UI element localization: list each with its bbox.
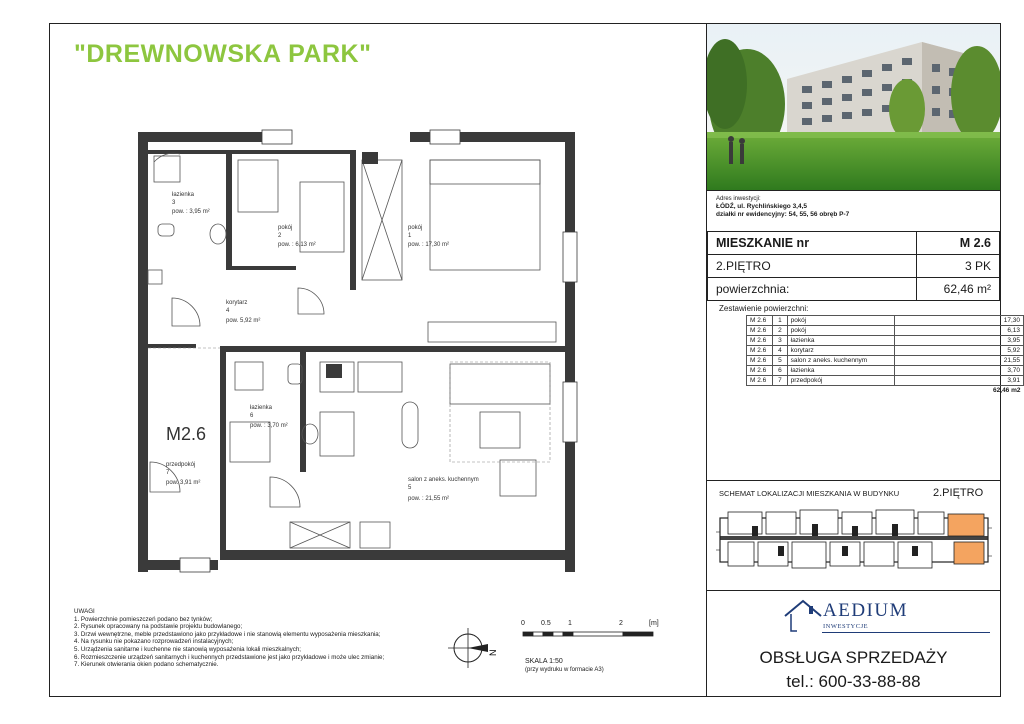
area-cell-value: 6,13 [895,326,1024,336]
area-cell-id: M 2.6 [747,366,773,376]
plan-room-area: pow. : 6,13 m² [278,242,316,248]
location-floor: 2.PIĘTRO [933,487,984,499]
note-item: 6. Rozmieszczenie urządzeń sanitarnych i kuchennych przedstawione jest jako przykładowe i może ulec zmianie; [74,653,385,661]
project-title: "DREWNOWSKA PARK" [74,40,372,68]
area-cell-no: 4 [773,346,787,356]
compass-icon [446,626,502,679]
area-cell-name: łazienka [787,336,895,346]
area-cell-id: M 2.6 [747,326,773,336]
plan-room-area: pow. : 21,55 m² [408,496,450,502]
area-cell-id: M 2.6 [747,316,773,326]
plan-room-area: pow. : 17,30 m² [408,242,450,248]
area-cell-no: 1 [773,316,787,326]
section-divider [707,480,1000,481]
area-cell-value: 3,91 [895,376,1024,386]
scale-sub: (przy wydruku w formacie A3) [525,667,604,673]
area-row [747,376,1024,386]
area-total: 62,46 m2 [993,387,1021,394]
plan-room-name: łazienka [250,405,273,411]
apartment-rooms: 3 PK [917,255,1000,278]
plan-room-area: pow. 3,91 m² [166,480,201,486]
note-item: 1. Powierzchnie pomieszczeń podano bez tynków; [74,615,213,623]
area-row [747,336,1024,346]
brand-sub: INWESTYCJE [823,623,869,630]
apartment-area-value: 62,46 m² [917,278,1000,301]
plan-room-name: łazienka [172,192,195,198]
note-item: 7. Kierunek otwierania okien podano schematycznie. [74,661,219,669]
note-item: 2. Rysunek opracowany na podstawie projektu budowlanego; [74,623,243,631]
plan-room-area: pow. : 3,70 m² [250,423,288,429]
sales-phone: tel.: 600-33-88-88 [786,672,921,691]
address-street: ŁÓDŹ, ul. Rychlińskiego 3,4,5 [716,203,808,210]
area-row [747,366,1024,376]
apartment-label: MIESZKANIE nr [708,232,917,255]
note-item: 5. Urządzenia sanitarne i kuchenne nie stanowią wyposażenia lokali mieszkalnych; [74,645,301,653]
brand-name: AEDIUM [823,600,908,621]
area-summary-table [746,315,1024,395]
compass-north-label: N [488,649,498,656]
area-cell-id: M 2.6 [747,356,773,366]
address-caption: Adres inwestycji: [716,196,761,202]
scale-tick-1: 0.5 [541,620,551,627]
area-row [747,346,1024,356]
area-row [747,356,1024,366]
notes-block [74,608,384,669]
apartment-area-label: powierzchnia: [708,278,917,301]
note-item: 4. Na rysunku nie pokazano rozprowadzeń instalacyjnych; [74,638,234,646]
scale-unit: [m] [649,620,659,627]
area-cell-value: 3,70 [895,366,1024,376]
section-divider [707,590,1000,591]
area-row [747,316,1024,326]
area-cell-value: 3,95 [895,336,1024,346]
scale-label: SKALA 1:50 [525,658,563,665]
plan-room-area: pow. : 3,95 m² [172,209,210,215]
plan-room-name: pokój [408,225,423,231]
area-cell-name: salon z aneks. kuchennym [787,356,895,366]
apartment-number: M 2.6 [917,232,1000,255]
scale-tick-3: 2 [619,620,623,627]
brand-rule [822,632,990,633]
plan-room-name: przedpokój [166,462,196,468]
area-cell-name: pokój [787,316,895,326]
area-cell-id: M 2.6 [747,346,773,356]
building-key-plan [716,506,992,583]
area-cell-id: M 2.6 [747,376,773,386]
scale-tick-0: 0 [521,620,525,627]
area-cell-no: 2 [773,326,787,336]
area-cell-value: 5,92 [895,346,1024,356]
apartment-info-table [707,231,1000,301]
plan-room-name: pokój [278,225,293,231]
area-cell-no: 5 [773,356,787,366]
area-cell-value: 17,30 [895,316,1024,326]
location-title: SCHEMAT LOKALIZACJI MIESZKANIA W BUDYNKU [719,489,900,498]
plan-room-name: korytarz [226,300,248,306]
plan-room-no: 6 [250,413,254,419]
plan-room-no: 1 [408,233,412,239]
plan-room-area: pow. 5,92 m² [226,318,261,324]
investment-address [716,195,849,219]
sales-title: OBSŁUGA SPRZEDAŻY [759,648,948,667]
floor-plan [110,112,590,597]
plan-apartment-label: M2.6 [166,424,207,444]
building-rendering [707,24,1000,190]
address-plots: działki nr ewidencyjny: 54, 55, 56 obręb P-7 [716,211,850,218]
apartment-floor: 2.PIĘTRO [708,255,917,278]
area-cell-value: 21,55 [895,356,1024,366]
area-cell-name: pokój [787,326,895,336]
plan-room-name: salon z aneks. kuchennym [408,477,479,483]
plan-room-no: 3 [172,200,176,206]
area-cell-no: 3 [773,336,787,346]
scale-tick-2: 1 [568,620,572,627]
plan-room-no: 5 [408,485,412,491]
area-cell-no: 6 [773,366,787,376]
section-divider [707,190,1000,191]
plan-room-no: 4 [226,308,230,314]
area-row [747,326,1024,336]
area-cell-no: 7 [773,376,787,386]
area-cell-name: łazienka [787,366,895,376]
area-cell-name: przedpokój [787,376,895,386]
summary-title: Zestawienie powierzchni: [719,304,809,313]
notes-title: UWAGI [74,608,95,615]
plan-room-no: 2 [278,233,282,239]
aedium-logo-mark [783,598,823,639]
area-cell-name: korytarz [787,346,895,356]
note-item: 3. Drzwi wewnętrzne, meble przedstawiono jako przykładowe i nie stanowią elementu wyposażenia mieszkania; [74,630,381,638]
area-cell-id: M 2.6 [747,336,773,346]
plan-room-no: 7 [166,470,170,476]
